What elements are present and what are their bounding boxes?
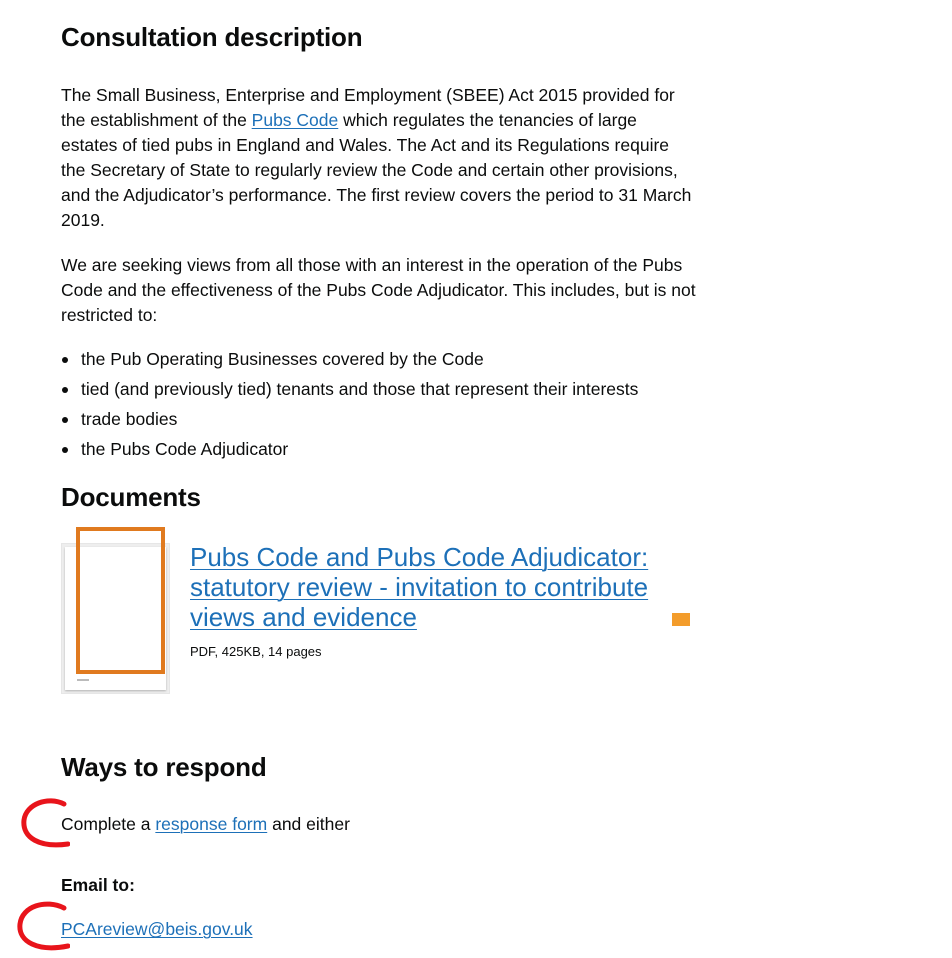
list-item: tied (and previously tied) tenants and those that represent their interests xyxy=(61,377,701,407)
email-link[interactable]: PCAreview@beis.gov.uk xyxy=(61,919,253,939)
document-title-link[interactable]: Pubs Code and Pubs Code Adjudicator: statutory review - invitation to contribute views and evidence xyxy=(190,542,649,632)
document-metadata: PDF, 425KB, 14 pages xyxy=(190,644,322,659)
documents-heading: Documents xyxy=(61,482,201,512)
annotation-badge-icon xyxy=(672,613,690,626)
consultation-paragraph-2: We are seeking views from all those with an interest in the operation of the Pubs Code and the effectiveness of the Pubs Code Adjudicator. This includes, but is not restricted to: xyxy=(61,255,696,325)
list-item: the Pub Operating Businesses covered by the Code xyxy=(61,347,701,377)
stakeholder-list xyxy=(61,347,701,467)
ways-to-respond-heading: Ways to respond xyxy=(61,752,267,782)
p1-text-after: which regulates the tenancies of large estates of tied pubs in England and Wales. The Act and its Regulations require the Secretary of State to regularly review the Code and certain other provisions, and the Adjudicator’s performance. The first review covers the period to 31 March 2019. xyxy=(61,110,692,230)
consultation-paragraph-1 xyxy=(61,83,693,233)
p1-text-before: The Small Business, Enterprise and Employment (SBEE) Act 2015 provided for the establishment of the xyxy=(61,85,675,130)
pubs-code-link[interactable]: Pubs Code xyxy=(251,110,339,130)
email-text xyxy=(61,917,253,942)
consultation-heading: Consultation description xyxy=(61,22,363,52)
list-item: trade bodies xyxy=(61,407,701,437)
thumbnail-mark xyxy=(77,679,89,681)
annotation-highlight-box xyxy=(76,527,165,674)
complete-form-text xyxy=(61,812,350,837)
list-item: the Pubs Code Adjudicator xyxy=(61,437,701,467)
email-label: Email to: xyxy=(61,875,135,895)
complete-text-before: Complete a xyxy=(61,814,156,834)
document-title xyxy=(190,542,690,632)
response-form-link[interactable]: response form xyxy=(155,814,268,834)
complete-text-after: and either xyxy=(267,814,350,834)
